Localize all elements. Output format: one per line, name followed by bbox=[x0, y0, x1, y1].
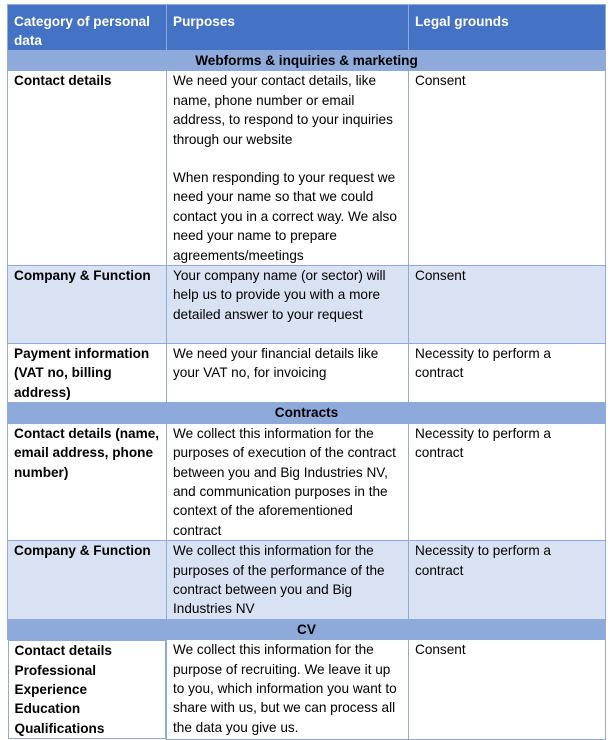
purpose-paragraph: When responding to your request we need your name so that we could contact you in a correct way. We also need your name to prepare agreements/meetings bbox=[173, 170, 397, 263]
purpose-cell: We need your financial details like your VAT no, for invoicing bbox=[167, 344, 409, 403]
personal-data-table bbox=[7, 4, 606, 740]
table-row bbox=[8, 71, 606, 266]
legal-cell: Consent bbox=[409, 266, 606, 344]
header-legal-grounds: Legal grounds bbox=[409, 5, 606, 51]
table-row bbox=[8, 640, 606, 740]
table-row bbox=[8, 423, 606, 540]
legal-cell: Necessity to perform a contract bbox=[409, 344, 606, 403]
category-cell: Contact details (name, email address, phone number) bbox=[8, 423, 167, 540]
legal-cell: Necessity to perform a contract bbox=[409, 423, 606, 540]
legal-cell: Consent bbox=[409, 640, 606, 740]
legal-cell: Necessity to perform a contract bbox=[409, 541, 606, 620]
category-cell: Contact details bbox=[8, 71, 167, 266]
category-cell: Payment information (VAT no, billing address) bbox=[8, 344, 167, 403]
category-cell: Company & Function bbox=[8, 541, 167, 620]
purpose-paragraph: We need your contact details, like name, phone number or email address, to respond to your inquiries through our website bbox=[173, 73, 393, 147]
table-header-row bbox=[8, 5, 606, 51]
category-cell: Contact details Professional Experience Education Qualifications bbox=[8, 640, 167, 739]
table-row bbox=[8, 541, 606, 620]
section-row-contracts bbox=[8, 403, 606, 423]
purpose-cell: We collect this information for the purposes of the performance of the contract between you and Big Industries NV bbox=[167, 541, 409, 620]
table-row bbox=[8, 266, 606, 344]
header-purposes: Purposes bbox=[167, 5, 409, 51]
section-title: CV bbox=[8, 619, 606, 639]
purpose-cell: Your company name (or sector) will help us to provide you with a more detailed answer to your request bbox=[167, 266, 409, 344]
section-row-webforms bbox=[8, 51, 606, 71]
legal-cell: Consent bbox=[409, 71, 606, 266]
purpose-cell bbox=[167, 71, 409, 266]
header-category: Category of personal data bbox=[8, 5, 167, 51]
purpose-cell: We collect this information for the purpose of recruiting. We leave it up to you, which information you want to share with us, but we can process all the data you give us. bbox=[167, 640, 409, 740]
section-title: Webforms & inquiries & marketing bbox=[8, 51, 606, 71]
purpose-cell: We collect this information for the purposes of execution of the contract between you and Big Industries NV, and communication purposes in the context of the aforementioned contract bbox=[167, 423, 409, 540]
section-title: Contracts bbox=[8, 403, 606, 423]
section-row-cv bbox=[8, 619, 606, 639]
table-row bbox=[8, 344, 606, 403]
category-cell: Company & Function bbox=[8, 266, 167, 344]
